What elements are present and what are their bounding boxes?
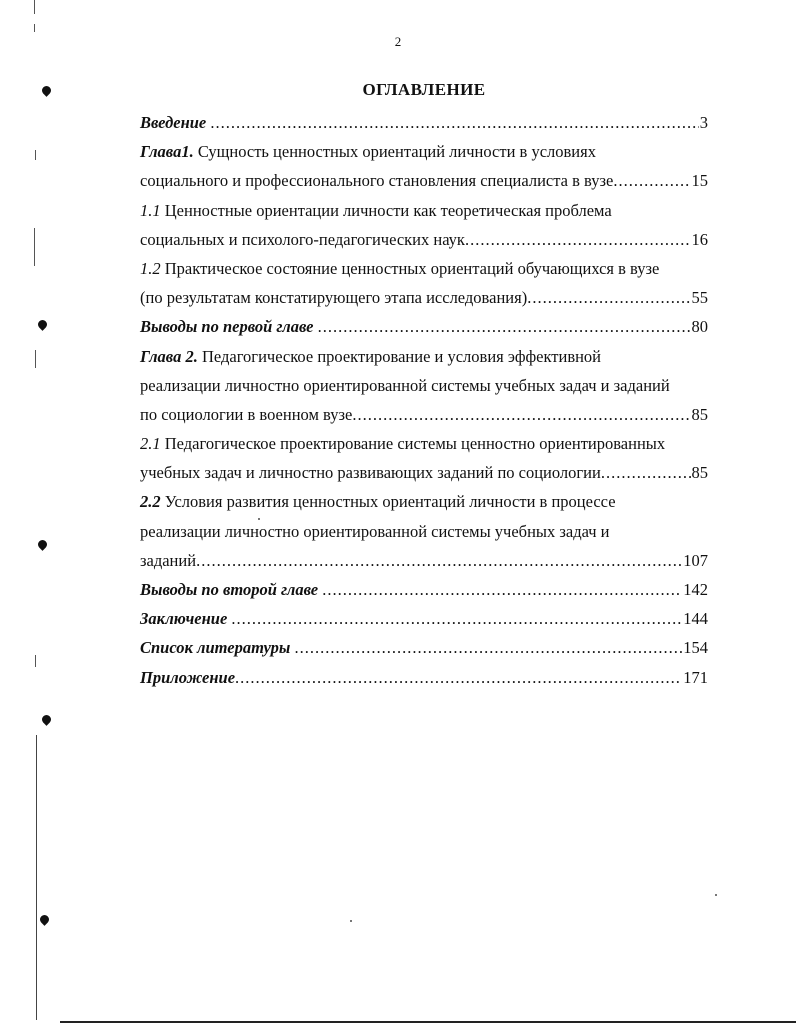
toc-text: учебных задач и личностно развивающих заданий по социологии — [140, 463, 601, 483]
leader-dots — [465, 225, 691, 254]
toc-entry-chapter2-cont2[interactable] — [140, 400, 708, 429]
toc-page: 171 — [683, 667, 708, 687]
leader-dots — [352, 400, 690, 429]
speck — [715, 894, 717, 896]
toc-text: Практическое состояние ценностных ориентаций обучающихся в вузе — [164, 258, 660, 278]
toc-entry-bibliography[interactable] — [140, 633, 708, 662]
toc-text: Педагогическое проектирование и условия эффективной — [201, 346, 602, 366]
toc-label: Выводы по первой главе — [140, 317, 314, 337]
toc-entry-intro[interactable] — [140, 108, 708, 137]
page-number: 2 — [394, 34, 402, 49]
margin-tick — [34, 228, 35, 266]
toc-entry-chapter1[interactable] — [140, 137, 708, 166]
toc-text: по социологии в военном вузе — [140, 404, 353, 424]
toc-text: заданий — [140, 550, 197, 570]
toc-page: 16 — [691, 229, 708, 249]
leader-dots — [294, 633, 682, 662]
margin-tick — [35, 655, 36, 667]
toc-page: 80 — [691, 317, 708, 337]
toc-entry-section-2-1-cont[interactable] — [140, 458, 708, 487]
toc-entry-section-1-1-cont[interactable] — [140, 225, 708, 254]
toc-text: Педагогическое проектирование системы ценностно ориентированных — [164, 434, 666, 454]
toc-entry-section-1-1[interactable] — [140, 196, 708, 225]
toc-text: социальных и психолого-педагогических наук — [140, 229, 465, 249]
speck — [350, 920, 352, 922]
leader-dots — [231, 604, 682, 633]
toc-label: Выводы по второй главе — [140, 580, 319, 599]
binding-hole-mark — [38, 913, 51, 926]
toc-text: (по результатам констатирующего этапа исследования) — [140, 288, 528, 308]
toc-entry-chapter1-cont[interactable] — [140, 166, 708, 195]
binding-hole-mark — [40, 713, 53, 726]
leader-dots — [318, 312, 691, 341]
toc-entry-conclusions-1[interactable] — [140, 312, 708, 341]
toc-number: 1.2 — [140, 258, 161, 278]
toc-page: 15 — [691, 171, 708, 191]
toc-entry-conclusions-2[interactable] — [140, 575, 708, 604]
toc-page: 55 — [691, 288, 708, 308]
leader-dots — [527, 283, 690, 312]
toc-entry-section-2-1[interactable] — [140, 429, 708, 458]
toc-text: реализации личностно ориентированной системы учебных задач и заданий — [140, 375, 670, 395]
speck — [258, 518, 260, 520]
leader-dots — [210, 108, 698, 137]
toc-entry-appendix[interactable] — [140, 663, 708, 692]
toc-label: Заключение — [140, 609, 228, 629]
toc-entry-section-1-2-cont[interactable] — [140, 283, 708, 312]
toc-text: социального и профессионального становления специалиста в вузе — [140, 171, 614, 191]
toc-entry-conclusion[interactable] — [140, 604, 708, 633]
margin-tick — [35, 150, 36, 160]
toc-entry-section-2-2-cont[interactable] — [140, 517, 708, 546]
toc-page: 107 — [683, 550, 708, 570]
leader-dots — [235, 663, 682, 692]
toc-page: 142 — [683, 580, 708, 599]
toc-page: 144 — [683, 609, 708, 629]
page-title: ОГЛАВЛЕНИЕ — [362, 80, 486, 99]
toc-number: Глава1. — [140, 142, 194, 162]
leader-dots — [613, 166, 690, 195]
toc-entry-section-2-2-cont2[interactable] — [140, 546, 708, 575]
binding-hole-mark — [36, 538, 49, 551]
toc-label: Введение — [140, 113, 207, 132]
toc-number: 1.1 — [140, 200, 161, 220]
toc-entry-chapter2-cont[interactable] — [140, 371, 708, 400]
toc-page: 85 — [691, 463, 708, 483]
toc-page: 85 — [691, 404, 708, 424]
margin-tick — [35, 350, 36, 368]
toc-number: 2.2 — [140, 492, 161, 512]
margin-rule — [36, 735, 37, 1020]
margin-tick — [34, 24, 35, 32]
toc-text: Сущность ценностных ориентаций личности в условиях — [197, 142, 596, 162]
leader-dots — [322, 575, 682, 604]
page-bottom-edge — [60, 1021, 796, 1023]
toc-text: реализации личностно ориентированной системы учебных задач и — [140, 521, 610, 541]
toc-entry-chapter2[interactable] — [140, 342, 708, 371]
toc-label: Приложение — [140, 667, 236, 687]
leader-dots — [601, 458, 691, 487]
leader-dots — [196, 546, 682, 575]
toc-number: Глава 2. — [140, 346, 198, 366]
toc-text: Ценностные ориентации личности как теоретическая проблема — [164, 200, 612, 220]
toc-text: Условия развития ценностных ориентаций личности в процессе — [164, 492, 616, 512]
binding-hole-mark — [36, 318, 49, 331]
table-of-contents — [140, 108, 708, 692]
toc-number: 2.1 — [140, 434, 161, 454]
toc-entry-section-1-2[interactable] — [140, 254, 708, 283]
margin-tick — [34, 0, 35, 14]
toc-page: 154 — [683, 638, 708, 658]
toc-label: Список литературы — [140, 638, 291, 658]
toc-page: 3 — [699, 113, 708, 132]
toc-entry-section-2-2[interactable] — [140, 487, 708, 516]
